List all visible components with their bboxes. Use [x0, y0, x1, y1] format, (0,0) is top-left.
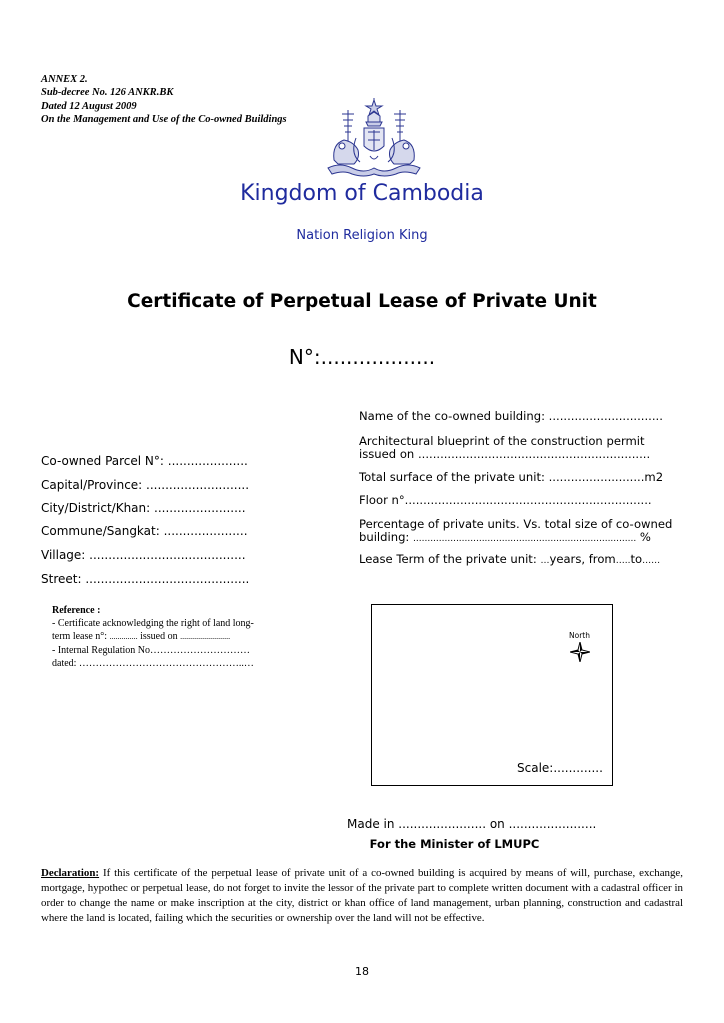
nation-motto: Nation Religion King [296, 228, 428, 243]
percentage-field [359, 518, 675, 546]
percentage-line-1: Percentage of private units. Vs. total size of co-owned [359, 517, 673, 531]
reference-item-2-line-2: dated: …………………………………………..… [52, 657, 254, 669]
village-field: Village: ......................................... [41, 548, 246, 562]
building-name-field: Name of the co-owned building: ............................... [359, 409, 663, 423]
certificate-number: N°:.................. [288, 345, 436, 369]
minister-signature-line [0, 837, 724, 851]
issued-on-label: issued on [137, 631, 181, 643]
reference-title: Reference : [52, 605, 101, 616]
lease-years-from: years, from [549, 552, 616, 566]
declaration-text: If this certificate of the perpetual lease of private unit of a co-owned building is acquired by means of will, purchase, exchange, mortgage, hypothec or perpetual lease, do not forget to invite the lessor of the private part to complete written document with a cadastral officer in order to change the name or make inscription at the city, district or khan office of land management, urban planning, construction and cadastral where the land is located, failing which the securities or ownership over the land will not be effective. [41, 867, 683, 924]
percentage-unit: % [636, 530, 651, 544]
reference-item-2-line-1: - Internal Regulation No………………………… [52, 644, 251, 656]
percentage-line-2 [359, 531, 675, 546]
declaration-label: Declaration: [41, 867, 100, 879]
royal-coat-of-arms-icon [320, 98, 428, 178]
blueprint-line-1: Architectural blueprint of the construction permit [359, 434, 645, 448]
north-label: North [569, 631, 590, 640]
annex-line-3: Dated 12 August 2009 [41, 100, 137, 112]
reference-block [52, 604, 312, 670]
lease-from-dots: ….. [615, 556, 631, 566]
floor-field: Floor n°................................................................... [359, 493, 652, 507]
commune-field: Commune/Sangkat: ...................... [41, 524, 248, 538]
lease-to-dots: …… [642, 556, 661, 566]
declaration-paragraph [41, 866, 683, 926]
lease-term-field [359, 553, 675, 568]
issued-on-dots: ......................... [180, 632, 231, 642]
street-field: Street: ........................................... [41, 572, 250, 586]
kingdom-title: Kingdom of Cambodia [240, 181, 484, 206]
compass-star-icon [570, 642, 590, 662]
page-number: 18 [355, 965, 369, 978]
lease-term-label: Lease Term of the private unit: [359, 552, 541, 566]
reference-item-1-line-2 [52, 630, 312, 643]
blueprint-line-2: issued on ............................................................... [359, 447, 651, 461]
annex-header [41, 73, 287, 126]
made-in-line: Made in ....................... on ....................... [347, 817, 597, 831]
certificate-title: Certificate of Perpetual Lease of Private Unit [127, 291, 597, 312]
blueprint-field [359, 435, 675, 461]
lease-to: to [630, 552, 643, 566]
for-minister-text: For the Minister of LMUPC [369, 837, 540, 851]
scale-label: Scale:............. [517, 761, 603, 775]
total-surface-field: Total surface of the private unit: ..........................m2 [359, 470, 664, 484]
reference-item-1-line-1: - Certificate acknowledging the right of land long- [52, 618, 254, 630]
lease-years-dots: … [540, 556, 550, 566]
lease-no-dots: .............. [109, 632, 138, 642]
percentage-dots: .............................................................................. [413, 534, 637, 544]
parcel-field: Co-owned Parcel N°: ..................... [41, 454, 248, 468]
lease-no-label: term lease n°: [52, 631, 110, 643]
percentage-label: building: [359, 530, 414, 544]
annex-line-1: ANNEX 2. [41, 74, 88, 85]
annex-line-4: On the Management and Use of the Co-owned Buildings [41, 113, 287, 125]
city-field: City/District/Khan: ........................ [41, 501, 246, 515]
annex-line-2: Sub-decree No. 126 ANKR.BK [41, 87, 174, 99]
province-field: Capital/Province: ........................... [41, 478, 250, 492]
